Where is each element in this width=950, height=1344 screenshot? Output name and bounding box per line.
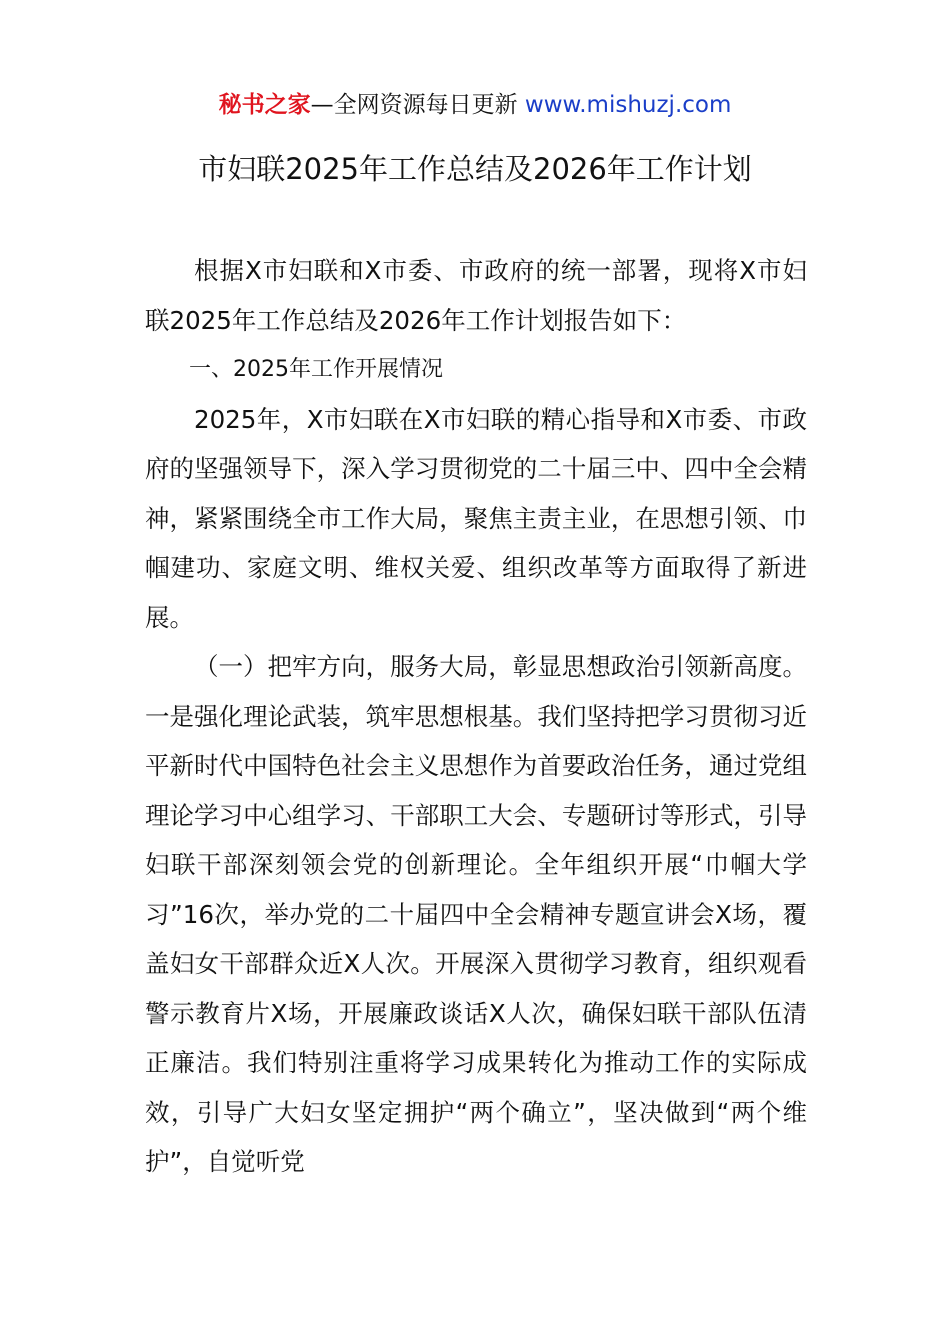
detail-paragraph: （一）把牢方向，服务大局，彰显思想政治引领新高度。一是强化理论武装，筑牢思想根基。我们坚持把学习贯彻习近平新时代中国特色社会主义思想作为首要政治任务，通过党组理论学习中心组学习、干部职工大会、专题研讨等形式，引导妇联干部深刻领会党的创新理论。全年组织开展“巾帼大学习”16次，举办党的二十届四中全会精神专题宣讲会X场，覆盖妇女干部群众近X人次。开展深入贯彻学习教育，组织观看警示教育片X场，开展廉政谈话X人次，确保妇联干部队伍清正廉洁。我们特别注重将学习成果转化为推动工作的实际成效，引导广大妇女坚定拥护“两个确立”，坚决做到“两个维护”，自觉听党 [145, 652, 807, 1176]
section-heading: 一、2025年工作开展情况 [189, 357, 443, 382]
overview-paragraph: 2025年，X市妇联在X市妇联的精心指导和X市委、市政府的坚强领导下，深入学习贯彻党的二十届三中、四中全会精神，紧紧围绕全市工作大局，聚焦主责主业，在思想引领、巾帼建功、家庭文明、维权关爱、组织改革等方面取得了新进展。 [145, 404, 807, 632]
site-url[interactable]: www.mishuzj.com [524, 92, 732, 118]
site-tagline: —全网资源每日更新 [310, 92, 525, 118]
site-brand: 秘书之家 [218, 92, 311, 118]
intro-paragraph: 根据X市妇联和X市委、市政府的统一部署，现将X市妇联2025年工作总结及2026年工作计划报告如下： [145, 256, 807, 335]
document-body [145, 246, 807, 1187]
document-title: 市妇联2025年工作总结及2026年工作计划 [198, 152, 752, 186]
site-header [0, 88, 950, 122]
